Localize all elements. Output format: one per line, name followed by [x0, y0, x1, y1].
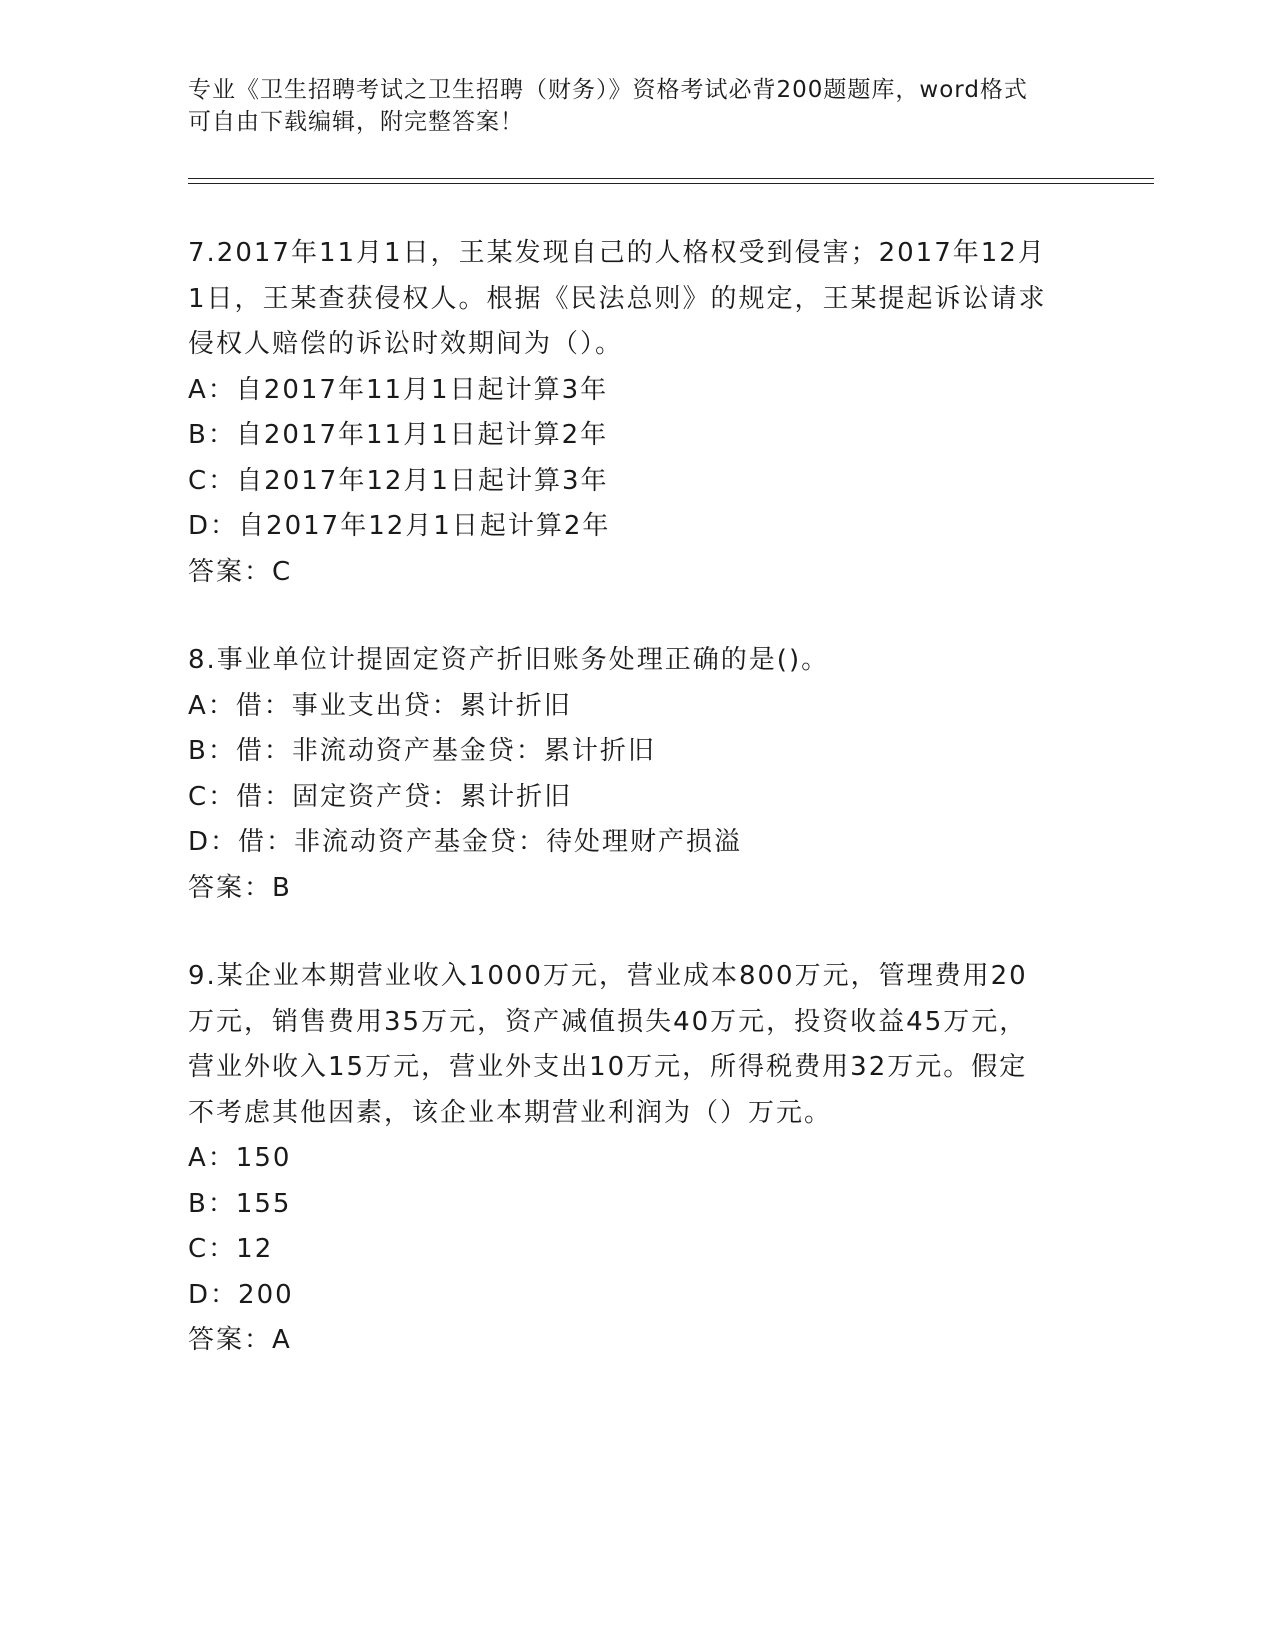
answer-line: 答案：C — [188, 556, 293, 587]
question-stem — [188, 954, 1088, 1136]
document-header — [188, 74, 1088, 138]
option-b: B：155 — [188, 1188, 292, 1219]
answer-line: 答案：A — [188, 1325, 292, 1355]
question-list — [188, 231, 1088, 1407]
answer-line: 答案：B — [188, 872, 292, 903]
option-b: B：自2017年11月1日起计算2年 — [188, 420, 609, 450]
stem-line: 侵权人赔偿的诉讼时效期间为（）。 — [188, 329, 624, 359]
question-7 — [188, 231, 1088, 595]
option-c: C：自2017年12月1日起计算3年 — [188, 465, 609, 496]
stem-line: 1日，王某查获侵权人。根据《民法总则》的规定，王某提起诉讼请求 — [188, 283, 1047, 314]
header-divider-bottom — [188, 183, 1154, 184]
option-b: B：借：非流动资产基金贷：累计折旧 — [188, 736, 656, 766]
option-a: A：150 — [188, 1143, 292, 1173]
question-8 — [188, 638, 1088, 911]
stem-line: 9.某企业本期营业收入1000万元，营业成本800万元，管理费用20 — [188, 961, 1028, 991]
option-d: D：借：非流动资产基金贷：待处理财产损溢 — [188, 827, 743, 857]
stem-line: 万元，销售费用35万元，资产减值损失40万元，投资收益45万元， — [188, 1006, 1028, 1037]
option-d: D：200 — [188, 1279, 294, 1310]
option-c: C：12 — [188, 1234, 274, 1264]
question-stem — [188, 638, 1088, 684]
stem-line: 7.2017年11月1日，王某发现自己的人格权受到侵害；2017年12月 — [188, 238, 1046, 268]
option-d: D：自2017年12月1日起计算2年 — [188, 511, 611, 541]
stem-line: 营业外收入15万元，营业外支出10万元，所得税费用32万元。假定 — [188, 1052, 1028, 1082]
question-9 — [188, 954, 1088, 1364]
option-c: C：借：固定资产贷：累计折旧 — [188, 781, 573, 812]
header-line-2: 可自由下载编辑，附完整答案！ — [188, 109, 524, 135]
stem-line: 不考虑其他因素，该企业本期营业利润为（）万元。 — [188, 1097, 833, 1128]
question-stem — [188, 231, 1088, 368]
stem-line: 8.事业单位计提固定资产折旧账务处理正确的是()。 — [188, 645, 830, 675]
header-divider-top — [188, 178, 1154, 179]
option-a: A：自2017年11月1日起计算3年 — [188, 374, 609, 405]
header-line-1: 专业《卫生招聘考试之卫生招聘（财务）》资格考试必背200题题库，word格式 — [188, 77, 1028, 103]
option-a: A：借：事业支出贷：累计折旧 — [188, 690, 572, 721]
